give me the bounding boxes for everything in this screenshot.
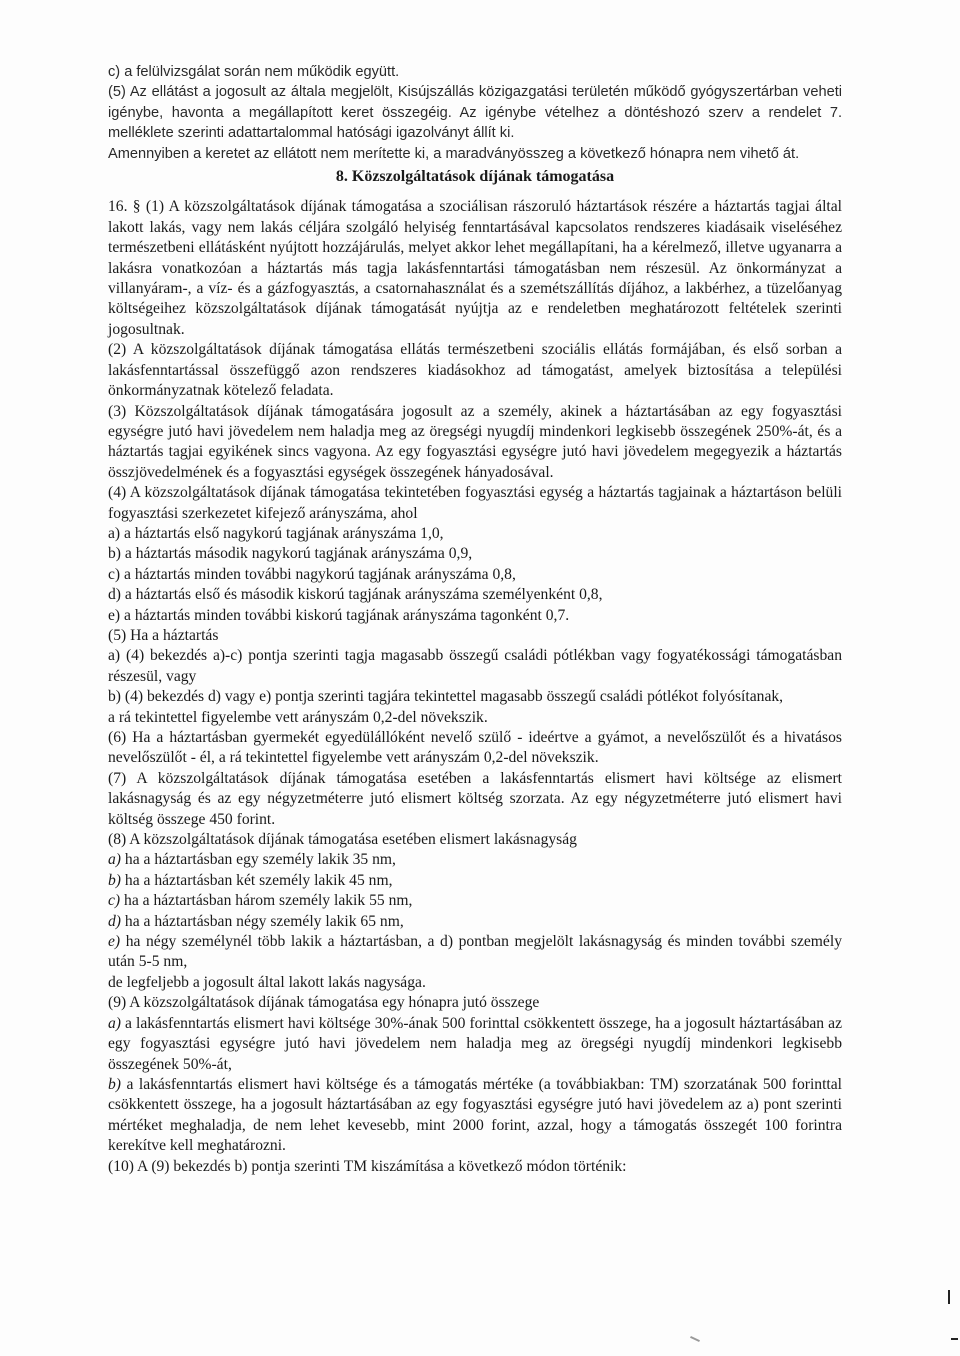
text: c) a felülvizsgálat során nem működik együtt. [108,64,400,80]
text: a) (4) bekezdés a)-c) pontja szerinti tagja magasabb összegű családi pótlékban vagy fogyatékossági támogatásban részesül, vagy [108,647,842,685]
text: (2) A közszolgáltatások díjának támogatása ellátás természetbeni szociális ellátás formájában, és első sorban a lakásfenntartással összefüggő azon rendszeres kiadásokhoz ad támogatást, amelyek biztosítása a települési önkormányzatnak kötelező feladata. [108,341,842,400]
section-heading [108,167,842,187]
paragraph [108,1014,842,1075]
margin-tick-mark [951,1338,958,1340]
text: a lakásfenntartás elismert havi költsége és a támogatás mértéke (a továbbiakban: TM) szorzatának 500 forinttal csökkentett összege, ha a jogosult háztartásában az egy fogyasztási egységre jutó havi jövedelem az a) pont szerinti mértéket meghaladja, de nem lehet kevesebb, mint 2000 forint, azzal, hogy a támogatás összegét 100 forintra kerekítve kell meghatározni. [108,1075,842,1155]
text: (5) Ha a háztartás [108,626,219,644]
item-label: a) [108,1014,121,1032]
paragraph [108,1075,842,1157]
text: b) a háztartás második nagykorú tagjának arányszáma 0,9, [108,545,473,563]
text: (7) A közszolgáltatások díjának támogatása esetében a lakásfenntartás elismert havi költsége az elismert lakásnagyság és az egy négyzetméterre jutó elismert költség szorzata. Az egy négyzetméterre jutó elismert havi költség összege 450 forint. [108,769,842,828]
paragraph [108,402,842,484]
text: Amennyiben a keretet az ellátott nem merítette ki, a maradványösszeg a következő hónapra nem vihető át. [108,145,800,162]
text: (10) A (9) bekezdés b) pontja szerinti TM kiszámítása a következő módon történik: [108,1157,627,1175]
paragraph [108,197,842,340]
paragraph [108,144,842,164]
list-item [108,708,842,728]
text: (5) Az ellátást a jogosult az általa megjelölt, Kisújszállás közigazgatási területén működő gyógyszertárban veheti igénybe, havonta a megállapított keret összegéig. Az igénybe vételhez a döntéshozó szerv a rendelet 7. melléklete szerinti adattartalommal hatósági igazolványt állít ki. [108,84,842,142]
text: (4) A közszolgáltatások díjának támogatása tekintetében fogyasztási egység a háztartás tagjainak a háztartáson belüli fogyasztási szerkezetet kifejező arányszáma, ahol [108,484,842,522]
text: a rá tekintettel figyelembe vett arányszám 0,2-del növekszik. [108,708,488,726]
list-item [108,544,842,564]
list-item [108,973,842,993]
paragraph [108,687,842,707]
item-label: b) [108,1075,121,1093]
list-item [108,585,842,605]
text: 8. Közszolgáltatások díjának támogatása [335,168,615,186]
item-label: c) [108,892,121,910]
text: ha a háztartásban két személy lakik 45 nm, [121,871,393,889]
scan-smudge [690,1336,700,1342]
text: (8) A közszolgáltatások díjának támogatása esetében elismert lakásnagyság [108,831,577,849]
text: ha négy személynél több lakik a háztartásban, a d) pontban megjelölt lakásnagyság és minden további személy után 5-5 nm, [108,933,842,971]
list-item [108,891,842,911]
text: c) a háztartás minden további nagykorú tagjának arányszáma 0,8, [108,565,516,583]
text: ha a háztartásban három személy lakik 55 nm, [120,892,413,910]
paragraph [108,340,842,401]
list-item [108,565,842,585]
text: a) a háztartás első nagykorú tagjának arányszáma 1,0, [108,524,444,542]
text: b) (4) bekezdés d) vagy e) pontja szerinti tagjára tekintettel magasabb összegű családi pótlékot folyósítanak, [108,688,784,706]
text: (9) A közszolgáltatások díjának támogatása egy hónapra jutó összege [108,994,540,1012]
item-label: d) [108,912,121,930]
list-item [108,850,842,870]
text: 16. § (1) A közszolgáltatások díjának támogatása a szociálisan rászoruló háztartások részére a háztartás tagjai által lakott lakás, vagy nem lakás céljára szolgáló helyiség fenntartásával kapcsolatos rendszeres kiadásaik viseléséhez természetbeni ellátásként nyújtott hozzájárulás, melyet akkor lehet megállapítani, ha a kérelmező, illetve ugyanarra a lakásra vonatkozóan a háztartás más tagja lakásfenntartási támogatásban nem részesül. Az önkormányzat a villanyáram-, a víz- és a gázfogyasztás, a csatornahasználat és a szemétszállítás díjához, a lakbérhez, a tüzelőanyag költségeihez közszolgáltatások díjának támogatását nyújtja az e rendeletben meghatározott feltételek szerinti jogosultnak. [108,198,842,338]
paragraph [108,769,842,830]
margin-tick-mark [948,1290,950,1304]
list-item [108,524,842,544]
list-item [108,993,842,1013]
list-item [108,606,842,626]
text: d) a háztartás első és második kiskorú tagjának arányszáma személyenként 0,8, [108,586,603,604]
item-label: a) [108,851,121,869]
text: de legfeljebb a jogosult által lakott lakás nagysága. [108,973,426,991]
list-item [108,912,842,932]
text: e) a háztartás minden további kiskorú tagjának arányszáma tagonként 0,7. [108,606,570,624]
paragraph [108,62,842,82]
item-label: e) [108,933,121,951]
item-label: b) [108,871,121,889]
list-item [108,1157,842,1177]
paragraph [108,82,842,143]
paragraph [108,646,842,687]
text: (6) Ha a háztartásban gyermekét egyedülállóként nevelő szülő - ideértve a gyámot, a nevelőszülőt és a hivatásos nevelőszülőt - él, a rá tekintettel figyelembe vett arányszám 0,2-del növekszik. [108,729,842,767]
text: ha a háztartásban négy személy lakik 65 nm, [121,912,404,930]
text: (3) Közszolgáltatások díjának támogatására jogosult az a személy, akinek a háztartásában az egy fogyasztási egységre jutó havi jövedelem nem haladja meg az öregségi nyugdíj mindenkori legkisebb összegének 250%-át, és a háztartás tagjai egyikének sincs vagyona. Az egy fogyasztási egységre jutó havi jövedelem megegyezik a háztartás összjövedelmének és a fogyasztási egységek összegének hányadosával. [108,402,842,481]
paragraph [108,483,842,524]
document-body [108,62,842,1177]
text: ha a háztartásban egy személy lakik 35 nm, [121,851,396,869]
paragraph [108,932,842,973]
list-item [108,871,842,891]
paragraph [108,728,842,769]
list-item [108,626,842,646]
list-item [108,830,842,850]
text: a lakásfenntartás elismert havi költsége 30%-ának 500 forinttal csökkentett összege, ha a jogosult háztartásában az egy fogyasztási egységre jutó havi jövedelem nem haladja meg az öregségi nyugdíj mindenkori legkisebb összegének 50%-át, [108,1014,842,1073]
